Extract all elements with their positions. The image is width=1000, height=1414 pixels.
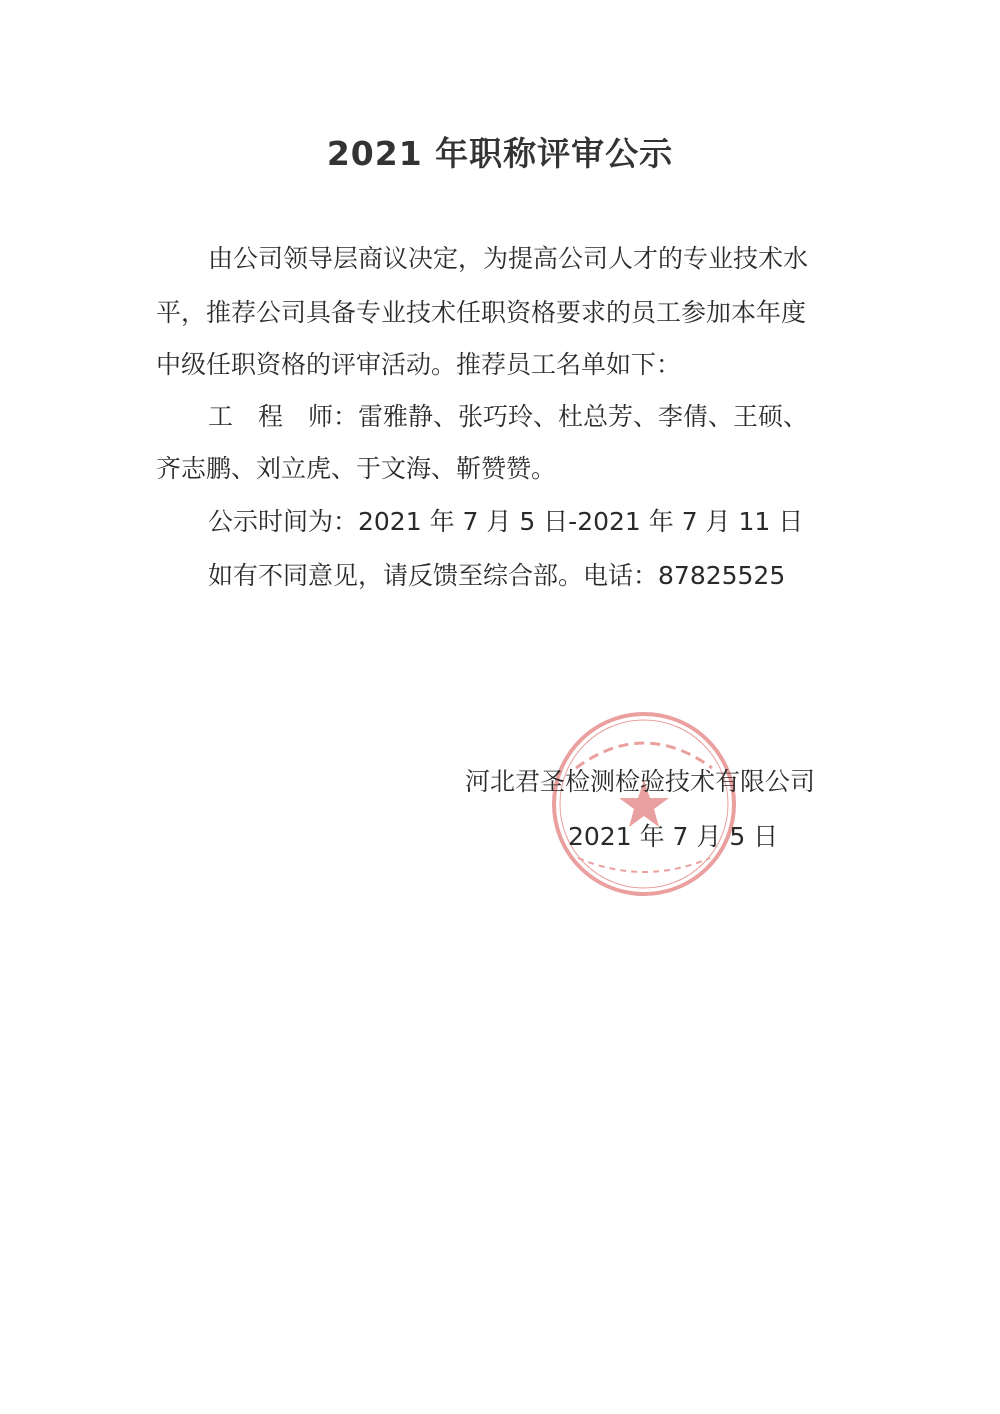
company-seal-stamp bbox=[548, 708, 740, 900]
signature-date: 2021 年 7 月 5 日 bbox=[568, 822, 779, 851]
intro-line-1: 由公司领导层商议决定，为提高公司人才的专业技术水 bbox=[208, 244, 809, 273]
page-title: 2021 年职称评审公示 bbox=[326, 134, 674, 173]
engineer-list-line-1: 工 程 师：雷雅静、张巧玲、杜总芳、李倩、王硕、 bbox=[208, 402, 809, 431]
intro-line-2: 平，推荐公司具备专业技术任职资格要求的员工参加本年度 bbox=[156, 298, 807, 327]
contact-info: 如有不同意见，请反馈至综合部。电话：87825525 bbox=[208, 561, 786, 590]
engineer-list-line-2: 齐志鹏、刘立虎、于文海、靳赞赞。 bbox=[156, 454, 557, 483]
publicity-period: 公示时间为：2021 年 7 月 5 日-2021 年 7 月 11 日 bbox=[208, 507, 804, 536]
signature-company: 河北君圣检测检验技术有限公司 bbox=[465, 767, 816, 796]
intro-line-3: 中级任职资格的评审活动。推荐员工名单如下： bbox=[156, 350, 682, 379]
